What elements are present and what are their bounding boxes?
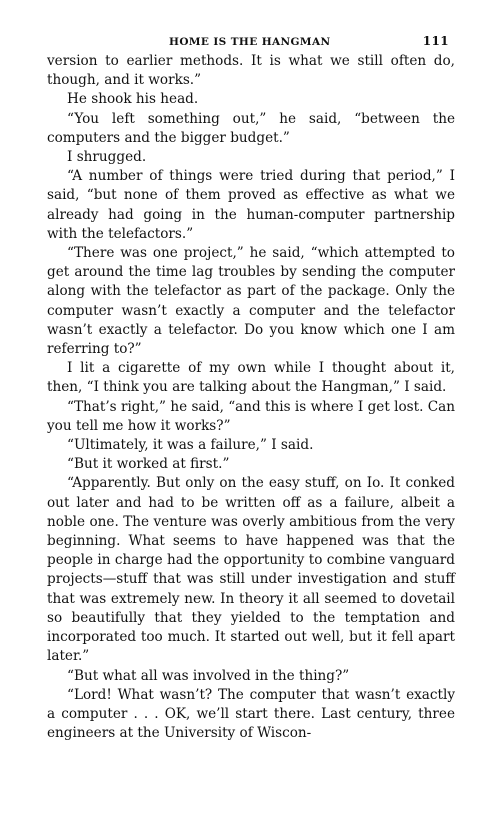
paragraph: “But it worked at first.” bbox=[67, 456, 230, 473]
paragraph: “But what all was involved in the thing?” bbox=[67, 667, 350, 684]
paragraph: “You left something out,” he said, “between the computers and the bigger budget.” bbox=[47, 110, 455, 146]
running-head bbox=[47, 34, 455, 52]
page-number: 111 bbox=[422, 34, 449, 48]
paragraph: “A number of things were tried during that period,” I said, “but none of them proved as effective as what we already had going in the human-computer partnership with the telefactors.” bbox=[47, 168, 455, 242]
paragraph: I shrugged. bbox=[67, 149, 147, 166]
paragraph: He shook his head. bbox=[67, 91, 199, 108]
paragraph: “That’s right,” he said, “and this is where I get lost. Can you tell me how it works?” bbox=[47, 398, 455, 434]
paragraph: “Apparently. But only on the easy stuff, on Io. It conked out later and had to be written off as a failure, albeit a noble one. The venture was overly ambitious from the very beginning. What seems to have happened was that the people in charge had the opportunity to combine vanguard projects—stuff that was still under investigation and stuff that was extremely new. In theory it all seemed to dovetail so beautifully that they yielded to the temptation and incorporated too much. It started out well, but it fell apart later.” bbox=[47, 475, 455, 665]
book-page bbox=[47, 34, 455, 743]
paragraph: version to earlier methods. It is what we still often do, though, and it works.” bbox=[47, 53, 455, 89]
paragraph: “Ultimately, it was a failure,” I said. bbox=[67, 437, 314, 454]
paragraph: “There was one project,” he said, “which attempted to get around the time lag troubles by sending the computer along with the telefactor as part of the package. Only the computer wasn’t exactly a computer and the telefactor wasn’t exactly a telefactor. Do you know which one I am referring to?” bbox=[47, 245, 455, 358]
running-head-title: HOME IS THE HANGMAN bbox=[169, 36, 331, 48]
paragraph: I lit a cigarette of my own while I thought about it, then, “I think you are talking about the Hangman,” I said. bbox=[47, 360, 455, 396]
paragraph: “Lord! What wasn’t? The computer that wasn’t exactly a computer . . . OK, we’ll start there. Last century, three engineers at the University of Wiscon- bbox=[47, 686, 455, 742]
body-text bbox=[47, 52, 455, 743]
